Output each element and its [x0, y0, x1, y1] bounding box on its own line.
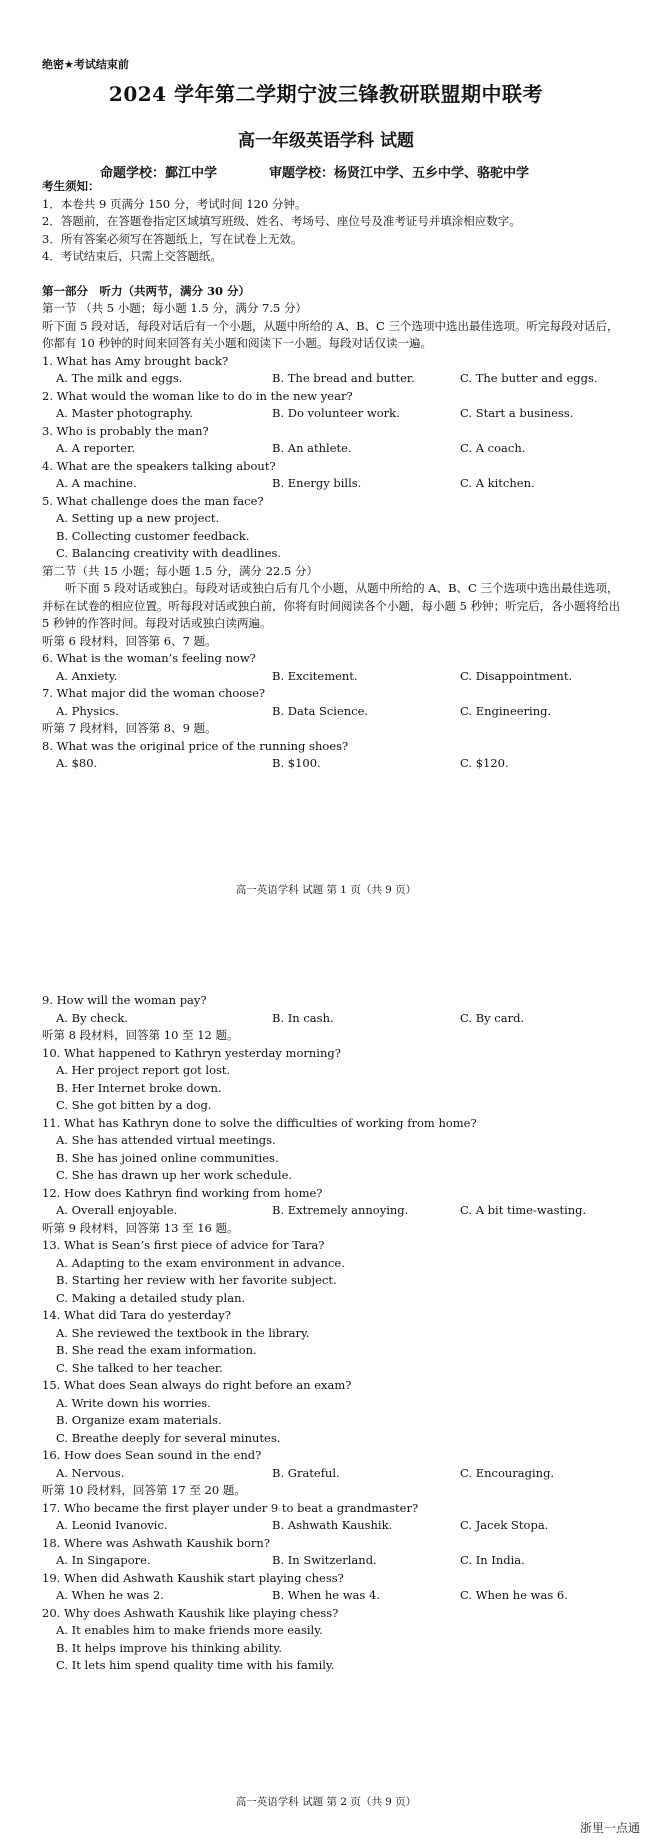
option-a: A. Physics.: [56, 703, 119, 718]
option-b: B. Data Science.: [272, 703, 369, 718]
option-b: B. Grateful.: [272, 1465, 340, 1480]
option-a: A. It enables him to make friends more easily.: [56, 1623, 323, 1637]
option-b: B. The bread and butter.: [272, 371, 415, 385]
option-c: C. When he was 6.: [460, 1588, 568, 1602]
option-a: A. Setting up a new project.: [56, 511, 220, 525]
question-5: 5. What challenge does the man face?: [42, 493, 264, 508]
option-b: B. $100.: [272, 756, 321, 770]
option-c: C. The butter and eggs.: [460, 371, 598, 385]
option-a: A. Master photography.: [56, 406, 194, 420]
question-12: 12. How does Kathryn find working from home?: [42, 1185, 323, 1200]
option-c: C. She got bitten by a dog.: [56, 1098, 212, 1112]
option-a: A. Anxiety.: [56, 668, 118, 683]
option-c: C. She talked to her teacher.: [56, 1360, 223, 1375]
page-footer: 高一英语学科 试题 第 1 页（共 9 页）: [235, 884, 417, 896]
option-a: A. Write down his worries.: [56, 1395, 211, 1410]
question-19-options: [42, 1587, 624, 1605]
option-a: A. The milk and eggs.: [56, 371, 183, 385]
exam-page-2: [0, 950, 652, 1842]
option-a: A. Overall enjoyable.: [56, 1203, 178, 1217]
question-9-options: [42, 1010, 624, 1028]
option-a: A. She has attended virtual meetings.: [56, 1133, 276, 1147]
option-a: A. Adapting to the exam environment in advance.: [56, 1255, 345, 1270]
option-b: B. In Switzerland.: [272, 1553, 377, 1567]
question-17-options: [42, 1517, 624, 1535]
option-c: C. Jacek Stopa.: [460, 1518, 549, 1532]
option-b: B. Energy bills.: [272, 476, 362, 490]
option-a: A. By check.: [56, 1010, 128, 1025]
secret-label: 绝密★考试结束前: [42, 58, 129, 71]
question-4-options: [42, 475, 624, 493]
question-3: 3. Who is probably the man?: [42, 423, 209, 438]
question-16-options: [42, 1465, 624, 1483]
option-b: B. In cash.: [272, 1010, 334, 1025]
option-b: B. Excitement.: [272, 668, 358, 683]
question-19: 19. When did Ashwath Kaushik start playing chess?: [42, 1570, 344, 1585]
question-20: 20. Why does Ashwath Kaushik like playing chess?: [42, 1605, 339, 1620]
option-c: C. Start a business.: [460, 406, 574, 420]
exam-page-1: [0, 0, 652, 900]
option-c: C. It lets him spend quality time with his family.: [56, 1658, 335, 1672]
option-b: B. Her Internet broke down.: [56, 1080, 222, 1095]
question-8: 8. What was the original price of the running shoes?: [42, 738, 349, 753]
section1-heading: 第一节 （共 5 小题；每小题 1.5 分，满分 7.5 分）: [42, 301, 307, 315]
notice-item: 3．所有答案必须写在答题纸上，写在试卷上无效。: [42, 231, 303, 246]
option-c: C. A coach.: [460, 441, 526, 455]
notice-item: 1．本卷共 9 页满分 150 分，考试时间 120 分钟。: [42, 196, 307, 211]
reviewer-schools: 审题学校：杨贤江中学、五乡中学、骆驼中学: [269, 166, 530, 181]
question-3-options: [42, 440, 624, 458]
option-a: A. A reporter.: [56, 441, 135, 455]
option-c: C. Engineering.: [460, 703, 552, 718]
option-a: A. Nervous.: [56, 1465, 125, 1480]
option-a: A. $80.: [56, 756, 98, 770]
question-12-options: [42, 1202, 624, 1220]
question-18-options: [42, 1552, 624, 1570]
option-c: C. Making a detailed study plan.: [56, 1290, 246, 1305]
notice-heading: 考生须知：: [42, 179, 100, 193]
option-b: B. When he was 4.: [272, 1588, 380, 1602]
option-c: C. $120.: [460, 756, 509, 770]
option-b: B. Extremely annoying.: [272, 1203, 409, 1217]
option-b: B. Starting her review with her favorite subject.: [56, 1273, 337, 1287]
option-b: B. It helps improve his thinking ability.: [56, 1640, 283, 1655]
exam-subtitle: 高一年级英语学科 试题: [238, 131, 414, 151]
option-b: B. Organize exam materials.: [56, 1413, 222, 1427]
option-a: A. Her project report got lost.: [56, 1063, 231, 1077]
question-14: 14. What did Tara do yesterday?: [42, 1308, 231, 1322]
question-11: 11. What has Kathryn done to solve the difficulties of working from home?: [42, 1115, 477, 1130]
section2-instructions: 听下面 5 段对话或独白。每段对话或独白后有几个小题，从题中所给的 A、B、C 三个选项中选出最佳选项，并标在试卷的相应位置。听每段对话或独白前，你将有时间阅读各个小题，每小题 5 秒钟；听完后，各小题将给出 5 秒钟的作答时间。每段对话或独白读两遍。: [42, 581, 621, 630]
question-15: 15. What does Sean always do right before an exam?: [42, 1378, 352, 1392]
page-footer: 高一英语学科 试题 第 2 页（共 9 页）: [235, 1796, 417, 1808]
option-b: B. She read the exam information.: [56, 1343, 257, 1357]
exam-title: 2024 学年第二学期宁波三锋教研联盟期中联考: [108, 82, 544, 106]
main-content-page-2: [42, 992, 624, 1675]
material-note: 听第 10 段材料，回答第 17 至 20 题。: [42, 1483, 246, 1497]
material-note: 听第 7 段材料，回答第 8、9 题。: [42, 721, 217, 735]
option-c: C. Balancing creativity with deadlines.: [56, 546, 282, 560]
section1-instructions: 听下面 5 段对话，每段对话后有一个小题，从题中所给的 A、B、C 三个选项中选出最佳选项。听完每段对话后，你都有 10 秒钟的时间来回答有关小题和阅读下一小题。每段对话仅读一遍。: [42, 318, 619, 350]
notice-item: 2．答题前，在答题卷指定区域填写班级、姓名、考场号、座位号及准考证号并填涂相应数字。: [42, 214, 521, 228]
option-a: A. She reviewed the textbook in the library.: [56, 1325, 310, 1340]
main-content-page-1: [42, 178, 624, 773]
material-note: 听第 8 段材料，回答第 10 至 12 题。: [42, 1028, 239, 1042]
notice-item: 4．考试结束后，只需上交答题纸。: [42, 249, 222, 263]
question-18: 18. Where was Ashwath Kaushik born?: [42, 1535, 271, 1550]
question-4: 4. What are the speakers talking about?: [42, 458, 276, 473]
question-10: 10. What happened to Kathryn yesterday morning?: [42, 1045, 341, 1060]
question-1-options: [42, 370, 624, 388]
option-b: B. Collecting customer feedback.: [56, 528, 250, 543]
option-a: A. A machine.: [56, 476, 137, 490]
option-c: C. She has drawn up her work schedule.: [56, 1168, 293, 1182]
question-8-options: [42, 755, 624, 773]
question-2-options: [42, 405, 624, 423]
option-c: C. Disappointment.: [460, 668, 573, 683]
option-c: C. By card.: [460, 1010, 525, 1025]
section2-heading: 第二节（共 15 小题；每小题 1.5 分，满分 22.5 分）: [42, 563, 318, 578]
watermark-text: 浙里一点通: [579, 1821, 640, 1835]
option-c: C. In India.: [460, 1553, 525, 1567]
option-c: C. Encouraging.: [460, 1465, 555, 1480]
question-7-options: [42, 703, 624, 721]
material-note: 听第 6 段材料，回答第 6、7 题。: [42, 633, 217, 648]
question-6-options: [42, 668, 624, 686]
option-b: B. An athlete.: [272, 441, 352, 455]
option-c: C. A bit time-wasting.: [460, 1203, 587, 1217]
material-note: 听第 9 段材料，回答第 13 至 16 题。: [42, 1220, 239, 1235]
part1-heading: 第一部分 听力（共两节，满分 30 分）: [42, 283, 251, 298]
option-b: B. Ashwath Kaushik.: [272, 1518, 393, 1532]
proposer-school: 命题学校：鄞江中学: [100, 166, 218, 181]
question-13: 13. What is Sean’s first piece of advice for Tara?: [42, 1238, 325, 1252]
question-6: 6. What is the woman’s feeling now?: [42, 651, 256, 665]
option-b: B. Do volunteer work.: [272, 406, 400, 420]
question-16: 16. How does Sean sound in the end?: [42, 1448, 262, 1462]
option-a: A. When he was 2.: [56, 1588, 164, 1602]
option-a: A. Leonid Ivanovic.: [56, 1518, 168, 1532]
option-a: A. In Singapore.: [56, 1553, 151, 1567]
question-2: 2. What would the woman like to do in the new year?: [42, 388, 353, 403]
question-1: 1. What has Amy brought back?: [42, 353, 229, 368]
option-b: B. She has joined online communities.: [56, 1150, 279, 1165]
question-7: 7. What major did the woman choose?: [42, 686, 266, 700]
question-9: 9. How will the woman pay?: [42, 993, 207, 1007]
question-17: 17. Who became the first player under 9 to beat a grandmaster?: [42, 1500, 419, 1515]
option-c: C. A kitchen.: [460, 476, 535, 490]
option-c: C. Breathe deeply for several minutes.: [56, 1430, 281, 1445]
